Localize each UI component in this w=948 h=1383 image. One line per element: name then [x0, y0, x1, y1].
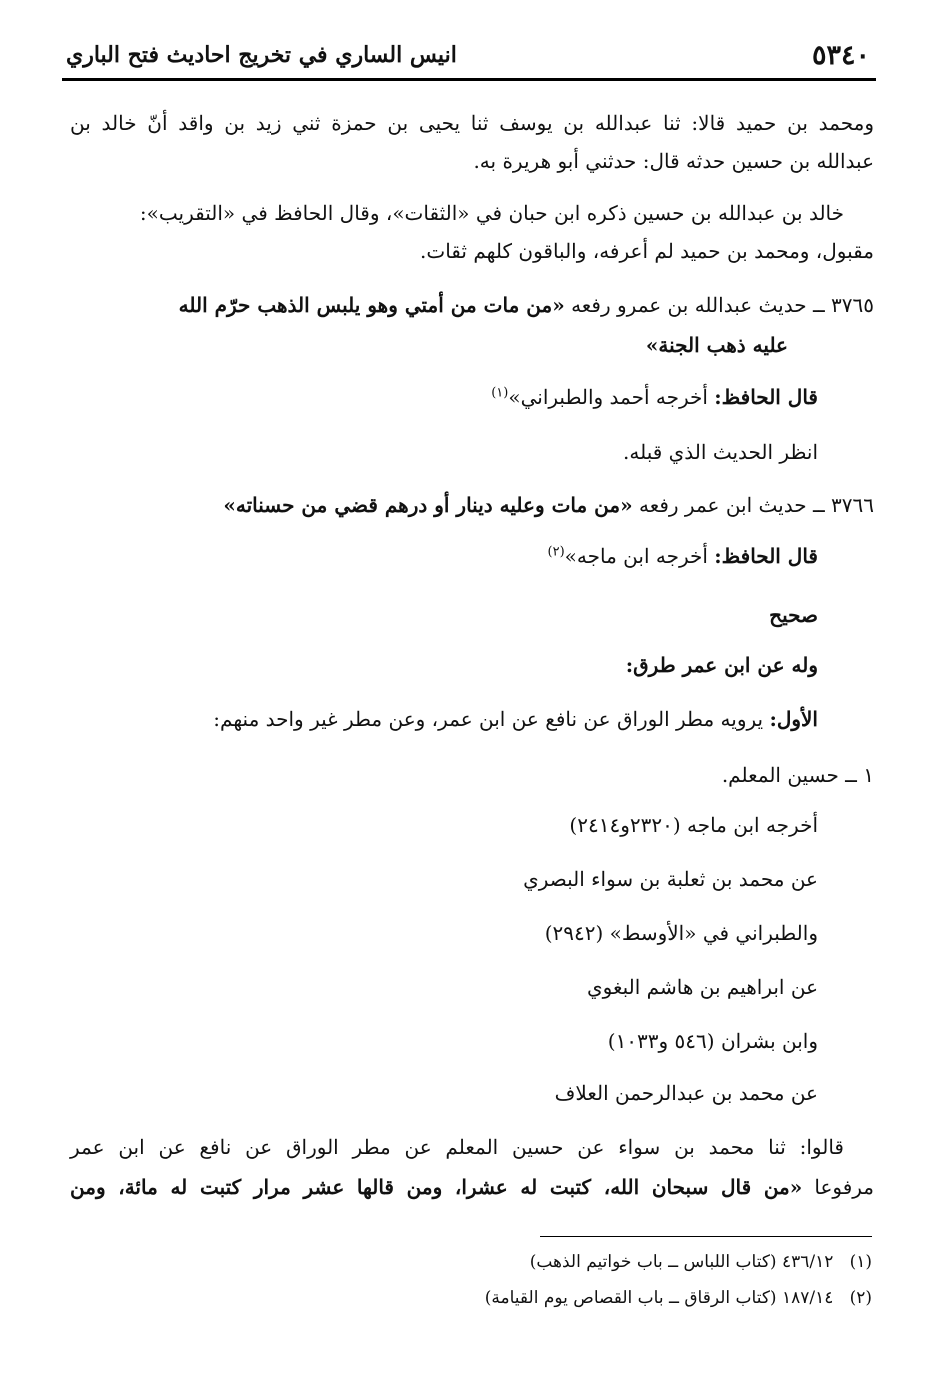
paragraph-1-line-2: عبدالله بن حسين حدثه قال: حدثني أبو هريرة به. — [473, 149, 874, 173]
hafiz-text: أخرجه أحمد والطبراني» — [508, 385, 708, 409]
source-line-5: وابن بشران (٥٤٦ و١٠٣٣) — [607, 1029, 818, 1053]
source-line-4: عن ابراهيم بن هاشم البغوي — [586, 975, 818, 999]
footnote-text: ١٨٧/١٤ (كتاب الرقاق ــ باب القصاص يوم القيامة) — [484, 1288, 834, 1308]
list-item-1 — [722, 760, 874, 790]
source-line-3: والطبراني في «الأوسط» (٢٩٤٢) — [544, 921, 818, 945]
source-line-6: عن محمد بن عبدالرحمن العلاف — [554, 1081, 818, 1105]
hafiz-label: قال الحافظ: — [714, 385, 818, 409]
first-route — [213, 704, 818, 734]
turuq-heading: وله عن ابن عمر طرق: — [625, 653, 818, 677]
hafiz-text: أخرجه ابن ماجه» — [564, 544, 708, 568]
hadith-3766-line-1 — [223, 490, 874, 520]
paragraph-1-line-1: ومحمد بن حميد قالا: ثنا عبدالله بن يوسف ثنا يحيى بن حمزة ثني زيد بن واقد أنّ خالد بن — [70, 111, 874, 135]
footnote-2 — [485, 1286, 872, 1310]
qalu-line-2 — [70, 1172, 874, 1202]
qalu-line-1: قالوا: ثنا محمد بن سواء عن حسين المعلم عن مطر الوراق عن نافع عن ابن عمر — [70, 1135, 844, 1159]
footnote-ref-1: (١) — [491, 385, 509, 401]
hadith-number: ٣٧٦٥ ــ — [812, 293, 874, 317]
hafiz-note-3766 — [548, 541, 818, 571]
hadith-3765-line-1 — [179, 290, 874, 320]
footnote-number: (١) — [849, 1252, 872, 1272]
qalu-bold: «من قال سبحان الله، كتبت له عشرا، ومن قالها عشر مرار كتبت له مائة، ومن — [70, 1175, 803, 1199]
footnote-ref-2: (٢) — [547, 544, 565, 560]
page-header — [62, 38, 876, 81]
see-previous-note: انظر الحديث الذي قبله. — [623, 440, 818, 464]
grading-sahih: صحيح — [769, 603, 818, 627]
book-title: انيس الساري في تخريج احاديث فتح الباري — [66, 42, 457, 68]
hadith-number: ٣٧٦٦ ــ — [812, 493, 874, 517]
hadith-text: «من مات من أمتي وهو يلبس الذهب حرّم الله — [178, 293, 565, 317]
first-route-text: يرويه مطر الوراق عن نافع عن ابن عمر، وعن مطر غير واحد منهم: — [213, 707, 764, 731]
footnote-1 — [530, 1250, 872, 1274]
source-line-1: أخرجه ابن ماجه (٢٣٢٠و٢٤١٤) — [569, 813, 818, 837]
list-item-text: حسين المعلم. — [721, 763, 839, 787]
footnote-number: (٢) — [849, 1288, 872, 1308]
qalu-plain: مرفوعا — [814, 1175, 875, 1199]
hadith-intro: حديث ابن عمر رفعه — [638, 493, 807, 517]
list-item-number: ١ ــ — [845, 763, 874, 787]
hadith-3765-line-2: عليه ذهب الجنة» — [645, 333, 788, 357]
first-route-label: الأول: — [769, 707, 818, 731]
hadith-intro: حديث عبدالله بن عمرو رفعه — [571, 293, 807, 317]
footnote-text: ٤٣٦/١٢ (كتاب اللباس ــ باب خواتيم الذهب) — [529, 1252, 834, 1272]
source-line-2: عن محمد بن ثعلبة بن سواء البصري — [523, 867, 818, 891]
paragraph-2-line-1: خالد بن عبدالله بن حسين ذكره ابن حبان في «الثقات»، وقال الحافظ في «التقريب»: — [139, 201, 844, 225]
hafiz-note-3765 — [491, 382, 818, 412]
hafiz-label: قال الحافظ: — [714, 544, 818, 568]
paragraph-2-line-2: مقبول، ومحمد بن حميد لم أعرفه، والباقون كلهم ثقات. — [420, 239, 874, 263]
footnote-divider — [540, 1236, 872, 1237]
page-number: ٥٣٤٠ — [811, 40, 870, 71]
hadith-text: «من مات وعليه دينار أو درهم قضي من حسناته» — [223, 493, 633, 517]
